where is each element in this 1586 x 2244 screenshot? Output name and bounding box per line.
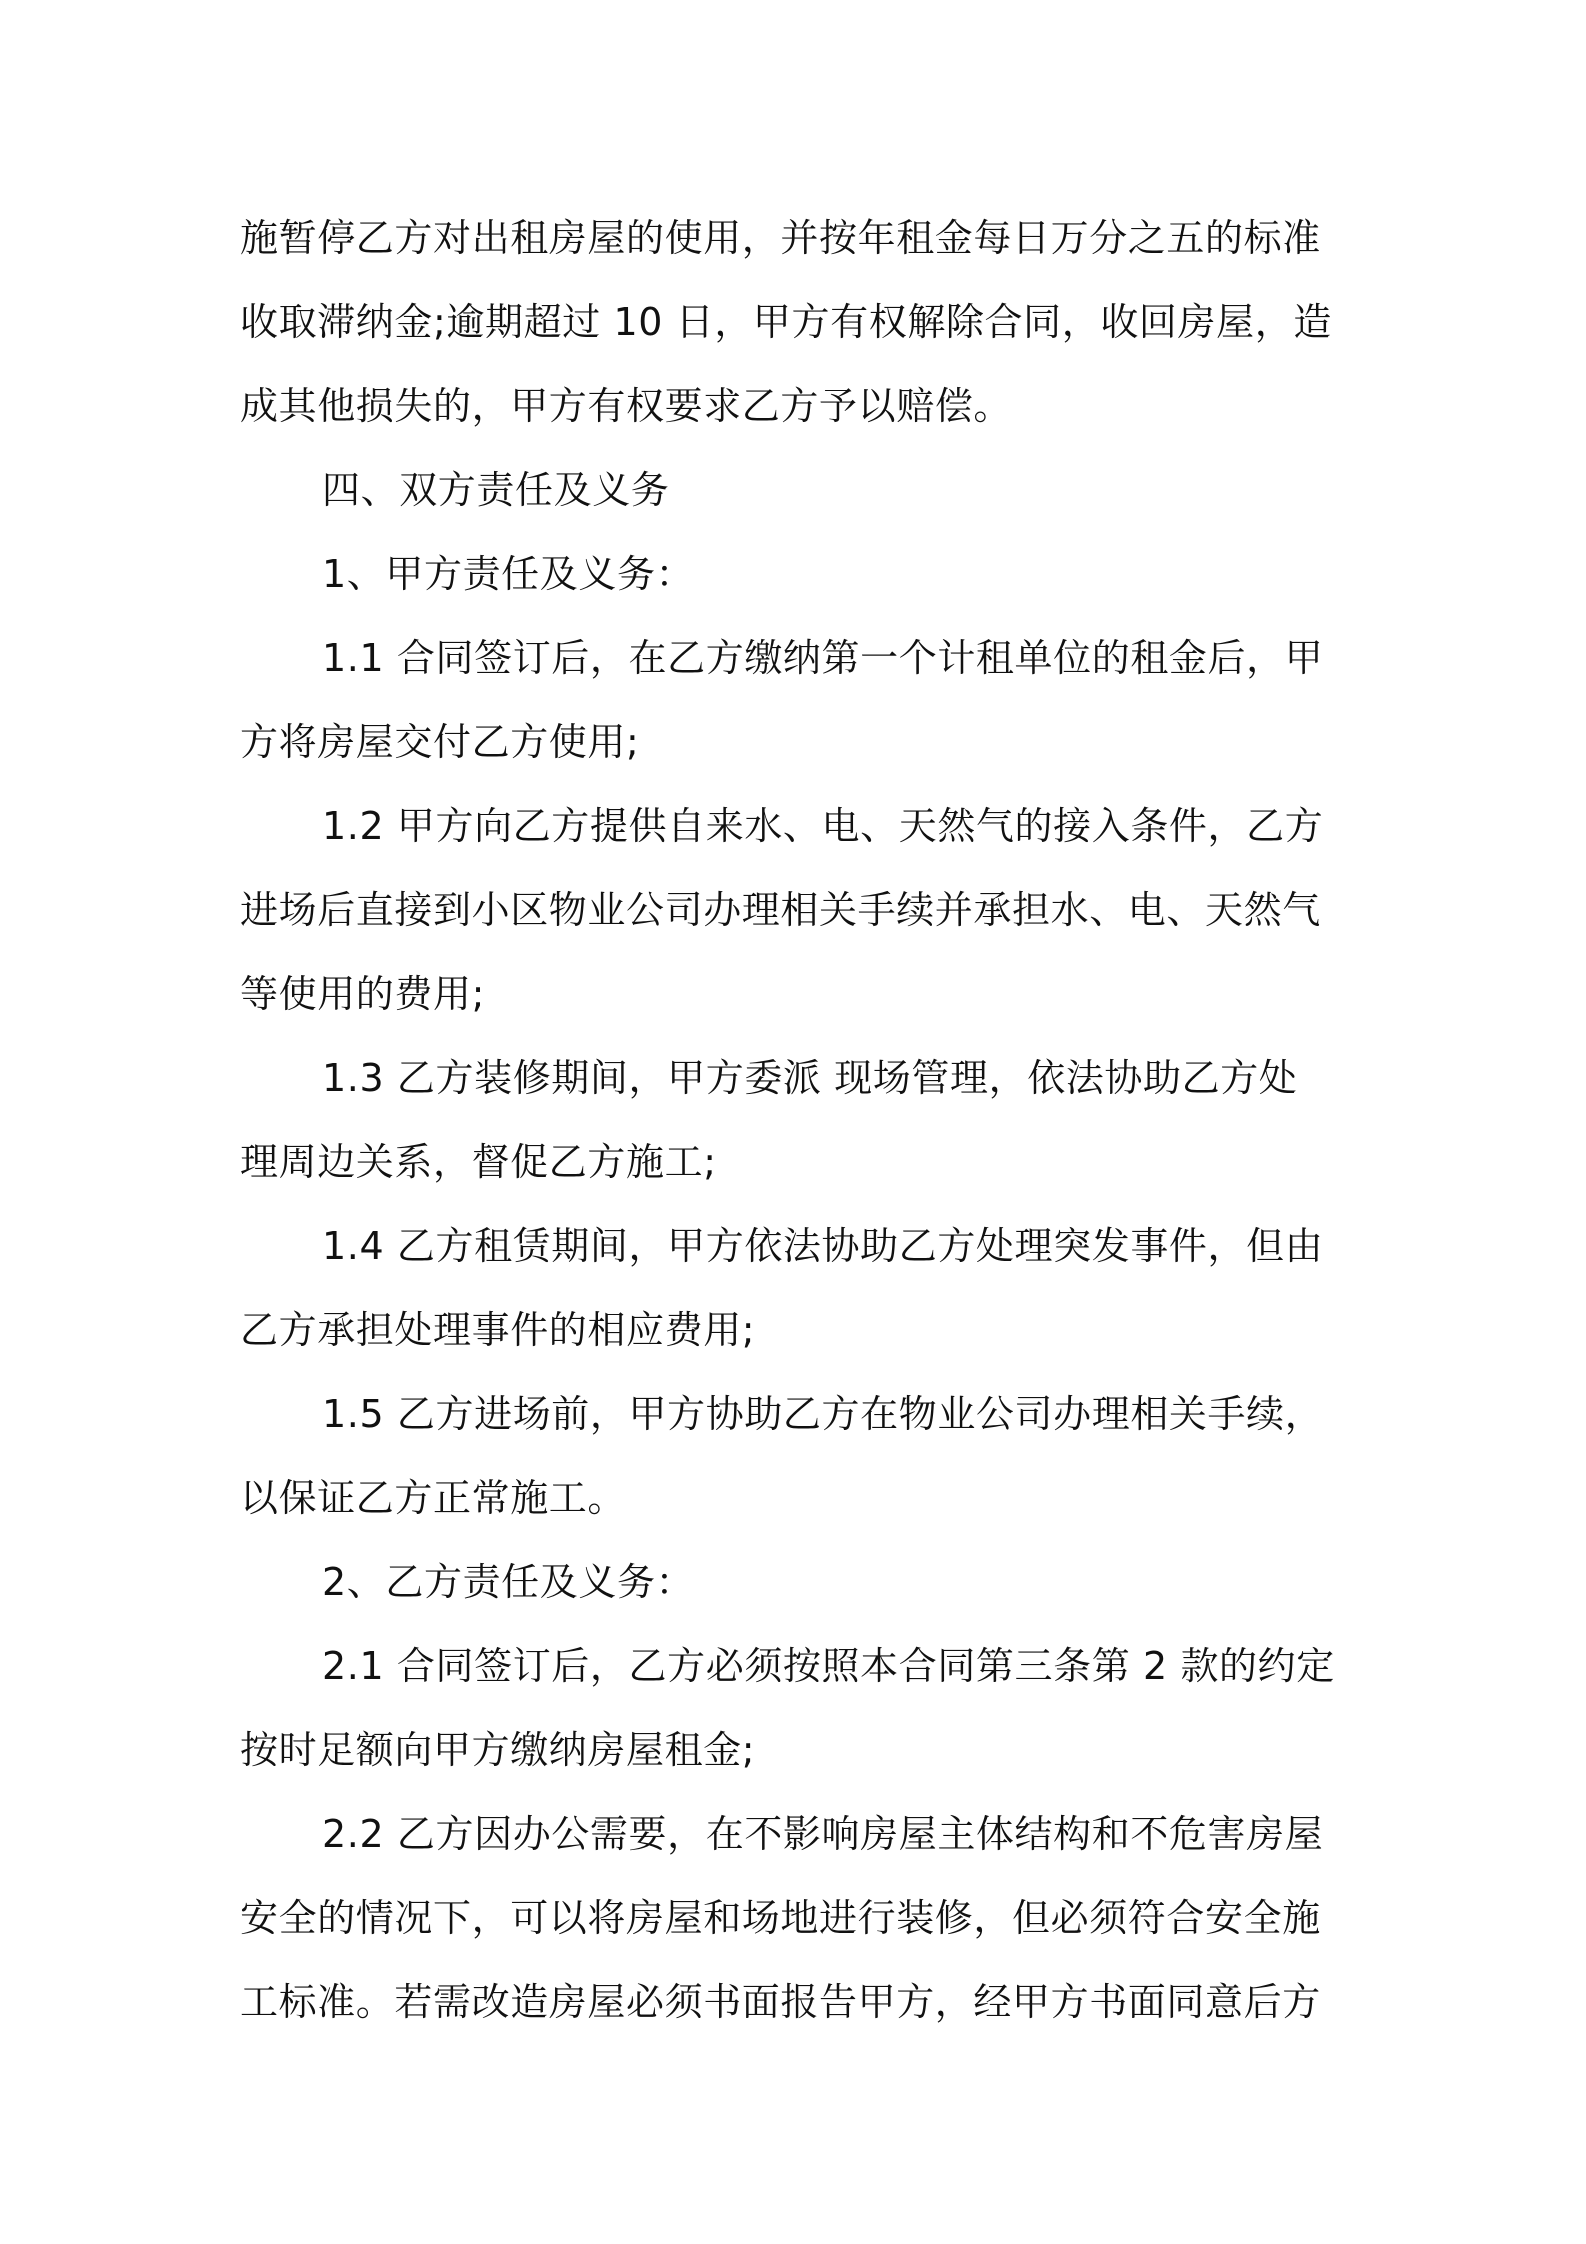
text-line: 理周边关系，督促乙方施工; [240,1140,717,1184]
clause-1-1 [240,616,1360,784]
text-line: 1.2 甲方向乙方提供自来水、电、天然气的接入条件，乙方 [322,804,1324,848]
text-line: 四、双方责任及义务 [322,468,670,512]
text-line: 1.4 乙方租赁期间，甲方依法协助乙方处理突发事件，但由 [322,1224,1324,1268]
text-line: 等使用的费用; [240,972,486,1016]
text-line: 1.1 合同签订后，在乙方缴纳第一个计租单位的租金后，甲 [322,636,1324,680]
text-line: 2.2 乙方因办公需要，在不影响房屋主体结构和不危害房屋 [322,1812,1324,1856]
text-line: 1、甲方责任及义务： [322,552,695,596]
text-line: 以保证乙方正常施工。 [240,1476,627,1520]
clause-1-2 [240,784,1360,1036]
text-line: 方将房屋交付乙方使用; [240,720,640,764]
text-line: 按时足额向甲方缴纳房屋租金; [240,1728,756,1772]
clause-1-5 [240,1372,1360,1540]
party-b-heading [240,1540,1360,1624]
clause-1-3 [240,1036,1360,1204]
document-body [240,196,1360,2044]
text-line: 工标准。若需改造房屋必须书面报告甲方，经甲方书面同意后方 [240,1980,1321,2024]
clause-2-2 [240,1792,1360,2044]
text-line: 1.5 乙方进场前，甲方协助乙方在物业公司办理相关手续， [322,1392,1324,1436]
text-line: 进场后直接到小区物业公司办理相关手续并承担水、电、天然气 [240,888,1321,932]
paragraph-continuation [240,196,1360,448]
clause-2-1 [240,1624,1360,1792]
section-heading [240,448,1360,532]
text-line: 收取滞纳金;逾期超过 10 日，甲方有权解除合同，收回房屋，造 [240,300,1332,344]
text-line: 乙方承担处理事件的相应费用; [240,1308,756,1352]
clause-1-4 [240,1204,1360,1372]
text-line: 成其他损失的，甲方有权要求乙方予以赔偿。 [240,384,1013,428]
party-a-heading [240,532,1360,616]
text-line: 1.3 乙方装修期间，甲方委派 现场管理，依法协助乙方处 [322,1056,1298,1100]
text-line: 施暂停乙方对出租房屋的使用，并按年租金每日万分之五的标准 [240,216,1321,260]
text-line: 安全的情况下，可以将房屋和场地进行装修，但必须符合安全施 [240,1896,1321,1940]
text-line: 2.1 合同签订后，乙方必须按照本合同第三条第 2 款的约定 [322,1644,1335,1688]
text-line: 2、乙方责任及义务： [322,1560,695,1604]
